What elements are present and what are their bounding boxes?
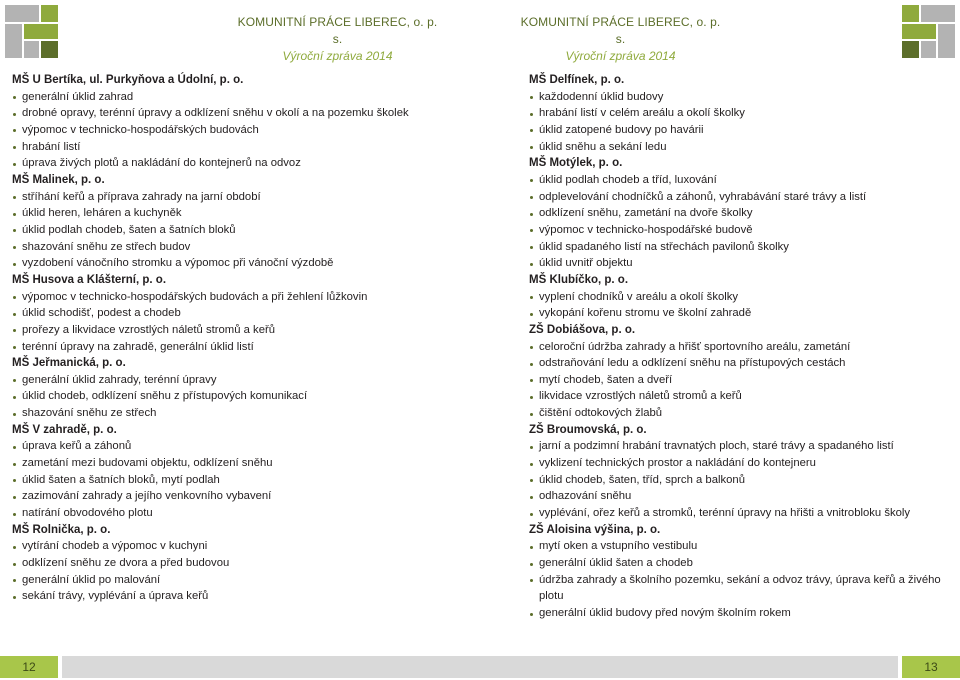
logo-right-icon: [902, 5, 955, 58]
task-item: úklid uvnitř objektu: [529, 255, 954, 272]
task-item: mytí chodeb, šaten a dveří: [529, 372, 954, 389]
school-title: MŠ Malinek, p. o.: [12, 173, 105, 186]
page-number-right: 13: [902, 656, 960, 678]
task-list: [529, 339, 954, 422]
task-item: odklízení sněhu ze dvora a před budovou: [12, 555, 472, 572]
school-section: [529, 155, 954, 272]
task-item: hrabání listí v celém areálu a okolí školky: [529, 105, 954, 122]
task-list: [529, 438, 954, 521]
task-list: [529, 538, 954, 621]
task-item: natírání obvodového plotu: [12, 505, 472, 522]
task-item: výpomoc v technicko-hospodářských budovách a při žehlení lůžkovin: [12, 289, 472, 306]
school-title: ZŠ Dobiášova, p. o.: [529, 323, 636, 336]
task-item: odhazování sněhu: [529, 488, 954, 505]
task-item: drobné opravy, terénní úpravy a odklízení sněhu v okolí a na pozemku školek: [12, 105, 472, 122]
header-left-org: KOMUNITNÍ PRÁCE LIBEREC, o. p. s.: [237, 15, 438, 46]
task-list: [529, 89, 954, 156]
school-section: [12, 172, 472, 272]
task-item: generální úklid po malování: [12, 572, 472, 589]
task-item: úprava živých plotů a nakládání do kontejnerů na odvoz: [12, 155, 472, 172]
task-list: [529, 172, 954, 272]
task-item: úklid chodeb, šaten, tříd, sprch a balkonů: [529, 472, 954, 489]
header-left-subtitle: Výroční zpráva 2014: [282, 49, 393, 63]
task-list: [12, 372, 472, 422]
task-item: hrabání listí: [12, 139, 472, 156]
school-section: [12, 422, 472, 522]
task-item: vyplení chodníků v areálu a okolí školky: [529, 289, 954, 306]
page-number-left: 12: [0, 656, 58, 678]
right-column: [529, 72, 954, 622]
school-title: MŠ Delfínek, p. o.: [529, 74, 625, 86]
task-item: vyzdobení vánočního stromku a výpomoc při vánoční výzdobě: [12, 255, 472, 272]
task-item: údržba zahrady a školního pozemku, sekání a odvoz trávy, úprava keřů a živého plotu: [529, 572, 954, 605]
school-section: [12, 355, 472, 422]
school-title: MŠ Rolnička, p. o.: [12, 523, 111, 536]
header-right: [518, 14, 723, 65]
task-item: vyplévání, ořez keřů a stromků, terénní úpravy na hřišti a vnitrobloku školy: [529, 505, 954, 522]
task-item: generální úklid zahrad: [12, 89, 472, 106]
school-title: MŠ Klubíčko, p. o.: [529, 273, 629, 286]
school-title: ZŠ Aloisina výšina, p. o.: [529, 523, 661, 536]
school-section: [529, 522, 954, 622]
task-list: [12, 289, 472, 356]
task-list: [12, 438, 472, 521]
header-right-org: KOMUNITNÍ PRÁCE LIBEREC, o. p. s.: [520, 15, 721, 46]
task-item: úklid podlah chodeb, šaten a šatních bloků: [12, 222, 472, 239]
task-item: stříhání keřů a příprava zahrady na jarní období: [12, 189, 472, 206]
task-item: zazimování zahrady a jejího venkovního vybavení: [12, 488, 472, 505]
header-right-subtitle: Výroční zpráva 2014: [565, 49, 676, 63]
school-section: [12, 72, 472, 172]
task-item: úklid zatopené budovy po havárii: [529, 122, 954, 139]
footer-bar: [0, 656, 960, 678]
task-list: [12, 538, 472, 605]
task-item: úprava keřů a záhonů: [12, 438, 472, 455]
task-item: odplevelování chodníčků a záhonů, vyhrabávání staré trávy a listí: [529, 189, 954, 206]
footer-divider: [62, 656, 898, 678]
task-item: prořezy a likvidace vzrostlých náletů stromů a keřů: [12, 322, 472, 339]
task-item: vykopání kořenu stromu ve školní zahradě: [529, 305, 954, 322]
task-item: úklid podlah chodeb a tříd, luxování: [529, 172, 954, 189]
school-section: [12, 272, 472, 355]
task-item: čištění odtokových žlabů: [529, 405, 954, 422]
task-item: celoroční údržba zahrady a hřišť sportovního areálu, zametání: [529, 339, 954, 356]
task-item: shazování sněhu ze střech budov: [12, 239, 472, 256]
school-title: MŠ Motýlek, p. o.: [529, 157, 623, 170]
task-item: mytí oken a vstupního vestibulu: [529, 538, 954, 555]
task-item: úklid chodeb, odklízení sněhu z přístupových komunikací: [12, 388, 472, 405]
task-list: [12, 189, 472, 272]
school-title: ZŠ Broumovská, p. o.: [529, 423, 647, 436]
task-list: [12, 89, 472, 172]
school-title: MŠ U Bertíka, ul. Purkyňova a Údolní, p. o.: [12, 74, 244, 86]
task-item: každodenní úklid budovy: [529, 89, 954, 106]
task-item: odklízení sněhu, zametání na dvoře školky: [529, 205, 954, 222]
task-item: generální úklid šaten a chodeb: [529, 555, 954, 572]
school-title: MŠ Jeřmanická, p. o.: [12, 357, 126, 370]
logo-left-icon: [5, 5, 58, 58]
task-item: úklid schodišť, podest a chodeb: [12, 305, 472, 322]
task-item: likvidace vzrostlých náletů stromů a keřů: [529, 388, 954, 405]
task-item: generální úklid budovy před novým školním rokem: [529, 605, 954, 622]
task-item: výpomoc v technicko-hospodářské budově: [529, 222, 954, 239]
task-item: terénní úpravy na zahradě, generální úklid listí: [12, 339, 472, 356]
task-item: výpomoc v technicko-hospodářských budovách: [12, 122, 472, 139]
task-item: úklid sněhu a sekání ledu: [529, 139, 954, 156]
task-item: odstraňování ledu a odklízení sněhu na přístupových cestách: [529, 355, 954, 372]
task-item: sekání trávy, vyplévání a úprava keřů: [12, 588, 472, 605]
task-item: úklid spadaného listí na střechách pavilonů školky: [529, 239, 954, 256]
task-item: vyklizení technických prostor a nakládání do kontejneru: [529, 455, 954, 472]
task-item: shazování sněhu ze střech: [12, 405, 472, 422]
header-left: [235, 14, 440, 65]
school-section: [12, 522, 472, 605]
school-section: [529, 422, 954, 522]
task-item: úklid heren, leháren a kuchyněk: [12, 205, 472, 222]
task-item: úklid šaten a šatních bloků, mytí podlah: [12, 472, 472, 489]
left-column: [12, 72, 472, 605]
school-section: [529, 72, 954, 155]
task-item: zametání mezi budovami objektu, odklízení sněhu: [12, 455, 472, 472]
school-section: [529, 322, 954, 422]
task-item: vytírání chodeb a výpomoc v kuchyni: [12, 538, 472, 555]
school-section: [529, 272, 954, 322]
school-title: MŠ V zahradě, p. o.: [12, 423, 117, 436]
task-item: generální úklid zahrady, terénní úpravy: [12, 372, 472, 389]
task-item: jarní a podzimní hrabání travnatých ploch, staré trávy a spadaného listí: [529, 438, 954, 455]
task-list: [529, 289, 954, 322]
school-title: MŠ Husova a Klášterní, p. o.: [12, 273, 167, 286]
